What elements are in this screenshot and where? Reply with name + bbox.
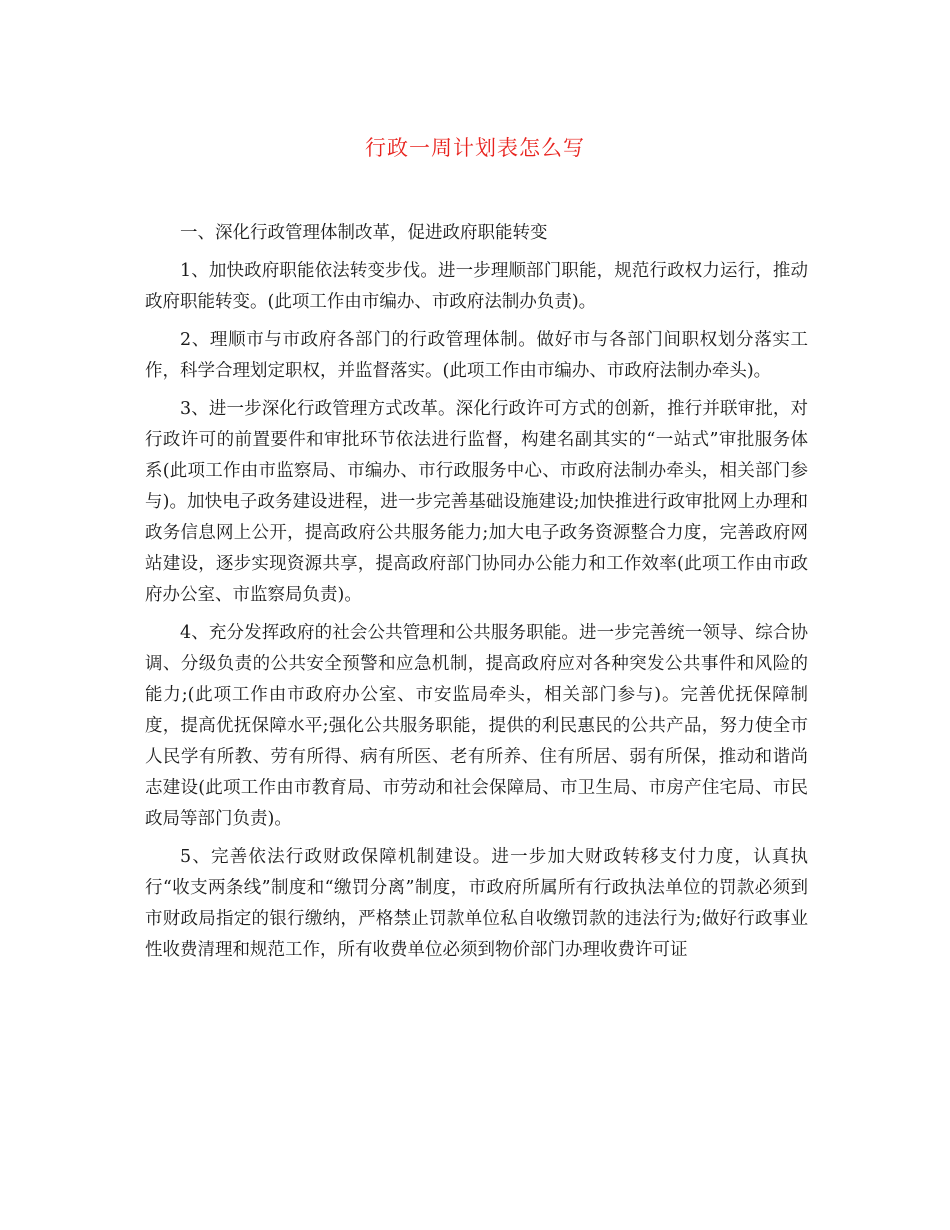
paragraph-4: 4、充分发挥政府的社会公共管理和公共服务职能。进一步完善统一领导、综合协调、分级负责的公共安全预警和应急机制，提高政府应对各种突发公共事件和风险的能力;(此项工作由市政府办公室、市安监局牵头，相关部门参与)。完善优抚保障制度，提高优抚保障水平;强化公共服务职能，提供的利民惠民的公共产品，努力使全市人民学有所教、劳有所得、病有所医、老有所养、住有所居、弱有所保，推动和谐尚志建设(此项工作由市教育局、市劳动和社会保障局、市卫生局、市房产住宅局、市民政局等部门负责)。 [145, 623, 808, 829]
paragraph-1: 1、加快政府职能依法转变步伐。进一步理顺部门职能，规范行政权力运行，推动政府职能转变。(此项工作由市编办、市政府法制办负责)。 [145, 261, 808, 312]
paragraph-3: 3、进一步深化行政管理方式改革。深化行政许可方式的创新，推行并联审批，对行政许可的前置要件和审批环节依法进行监督，构建名副其实的“一站式”审批服务体系(此项工作由市监察局、市编办、市行政服务中心、市政府法制办牵头，相关部门参与)。加快电子政务建设进程，进一步完善基础设施建设;加快推进行政审批网上办理和政务信息网上公开，提高政府公共服务能力;加大电子政务资源整合力度，完善政府网站建设，逐步实现资源共享，提高政府部门协同办公能力和工作效率(此项工作由市政府办公室、市监察局负责)。 [145, 399, 808, 605]
document-body [145, 218, 808, 973]
paragraph-2: 2、理顺市与市政府各部门的行政管理体制。做好市与各部门间职权划分落实工作，科学合理划定职权，并监督落实。(此项工作由市编办、市政府法制办牵头)。 [145, 330, 808, 381]
document-title: 行政一周计划表怎么写 [365, 136, 585, 160]
section-heading: 一、深化行政管理体制改革，促进政府职能转变 [180, 223, 548, 243]
paragraph-5: 5、完善依法行政财政保障机制建设。进一步加大财政转移支付力度，认真执行“收支两条线”制度和“缴罚分离”制度，市政府所属所有行政执法单位的罚款必须到市财政局指定的银行缴纳，严格禁止罚款单位私自收缴罚款的违法行为;做好行政事业性收费清理和规范工作，所有收费单位必须到物价部门办理收费许可证 [145, 847, 808, 960]
